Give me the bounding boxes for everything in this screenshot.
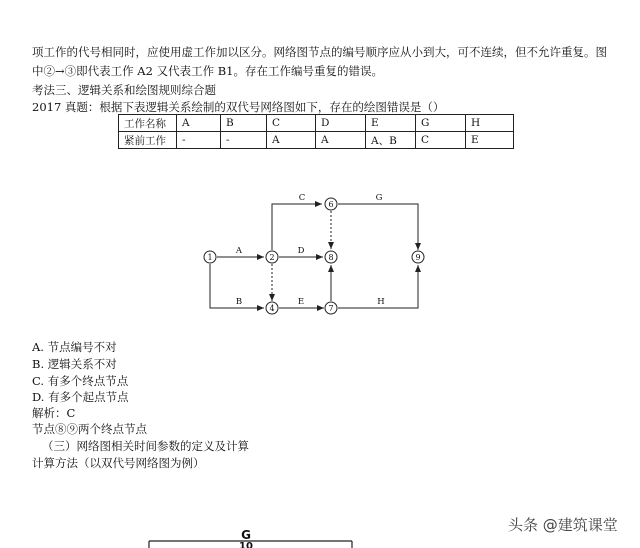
edge-label-c: C [298,193,306,203]
bottom-figure-value: 10 [239,541,253,548]
paragraph-line-1: 项工作的代号相同时，应使用虚工作加以区分。网络图节点的编号顺序应从小到大，可不连续，但不允许重复。图 [32,45,607,59]
method-note: 计算方法（以双代号网络图为例） [32,456,205,470]
node-label-2: 2 [269,253,275,262]
option-b: B. 逻辑关系不对 [32,357,117,371]
bottom-figure-label: G [241,528,251,542]
node-label-1: 1 [207,253,213,262]
analysis-label: 解析：C [32,406,76,420]
table-cell: 工作名称 [119,115,177,132]
question-text: 2017 真题：根据下表逻辑关系绘制的双代号网络图如下，存在的绘图错误是（） [32,100,445,114]
table-cell: - [221,132,267,149]
option-d: D. 有多个起点节点 [32,390,129,404]
node-label-7: 7 [328,304,334,313]
table-cell: H [466,115,514,132]
table-cell: A [177,115,221,132]
node-label-9: 9 [415,253,421,262]
section-heading: （三）网络图相关时间参数的定义及计算 [42,439,249,453]
edge-label-d: D [297,246,305,256]
node-label-6: 6 [328,200,334,209]
option-c: C. 有多个终点节点 [32,374,129,388]
table-cell: G [416,115,466,132]
edge-label-b: B [235,297,243,307]
table-cell: E [466,132,514,149]
table-cell: A、B [366,132,416,149]
edge-label-a: A [235,246,243,256]
table-cell: - [177,132,221,149]
edge-c [272,204,322,250]
table-cell: A [316,132,366,149]
edge-label-h: H [377,297,385,307]
table-cell: C [416,132,466,149]
table-cell: C [267,115,316,132]
paragraph-line-2: 中②→③即代表工作 A2 又代表工作 B1。存在工作编号重复的错误。 [32,64,383,78]
table-cell: A [267,132,316,149]
table-cell: D [316,115,366,132]
edge-label-g: G [375,193,383,203]
analysis-detail: 节点⑧⑨两个终点节点 [32,422,147,436]
table-cell: E [366,115,416,132]
node-label-8: 8 [328,253,334,262]
node-label-4: 4 [269,304,275,313]
table-cell: 紧前工作 [119,132,177,149]
edge-g [338,204,418,250]
edge-label-e: E [297,297,305,307]
option-a: A. 节点编号不对 [32,340,117,354]
method-heading: 考法三、逻辑关系和绘图规则综合题 [32,83,216,97]
table-cell: B [221,115,267,132]
watermark: 头条 @建筑课堂 [508,516,618,534]
